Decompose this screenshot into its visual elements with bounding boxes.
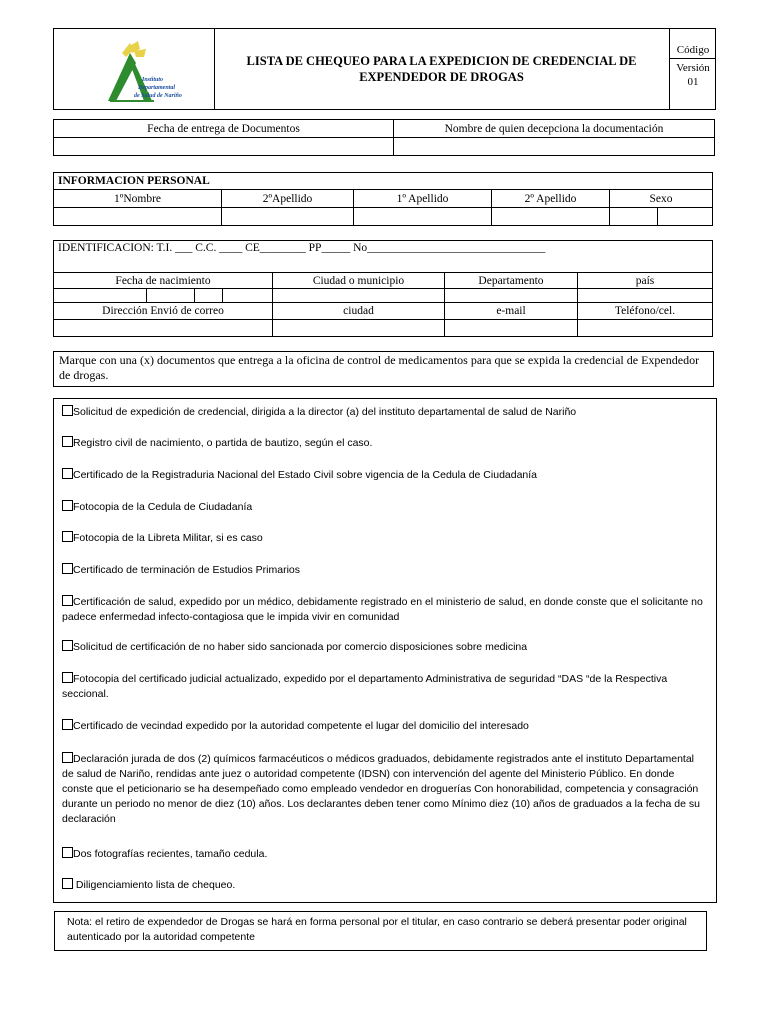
checklist-item-text: Certificado de terminación de Estudios Primarios [73,564,301,576]
logo-cell [54,29,215,109]
instruction-text: Marque con una (x) documentos que entrega a la oficina de control de medicamentos para que se expida la credencial de Expendedor de drogas. [53,351,714,387]
city-municipality-field[interactable] [273,289,445,303]
email-field[interactable] [445,320,578,337]
birth-extra-field[interactable] [223,289,273,303]
sex-field-f[interactable] [658,208,713,226]
birth-month-field[interactable] [147,289,195,303]
checklist-item [62,500,707,515]
checkbox[interactable] [62,500,73,511]
checklist-item [62,847,707,862]
documents-table [53,119,715,156]
sex-field-m[interactable] [610,208,658,226]
logo-line-1: Instituto [142,77,164,83]
document-header [53,28,716,110]
delivery-date-label: Fecha de entrega de Documentos [54,120,394,138]
code-version-cell [670,29,716,109]
checkbox[interactable] [62,531,73,542]
second-surname-field-a[interactable] [222,208,354,226]
first-surname-field[interactable] [354,208,492,226]
version-label: Versión [676,62,710,74]
checklist-item-text: Fotocopia del certificado judicial actualizado, expedido por el departamento Administrativa de seguridad “DAS “de la Respectiva seccional. [62,673,668,700]
checkbox[interactable] [62,563,73,574]
checklist-item-text: Solicitud de certificación de no haber sido sancionada por comercio disposiciones sobre medicina [73,641,528,653]
checklist-item [62,595,707,625]
first-surname-label: 1º Apellido [354,190,492,208]
checkbox[interactable] [62,752,73,763]
birth-date-label: Fecha de nacimiento [54,273,273,289]
sex-label: Sexo [610,190,713,208]
code-label: Código [676,44,710,56]
version-value: 01 [687,76,699,88]
checkbox[interactable] [62,672,73,683]
second-surname-label-a: 2ºApellido [222,190,354,208]
checklist-item [62,719,707,734]
checklist-item-text: Certificado de vecindad expedido por la autoridad competente el lugar del domicilio del interesado [73,720,529,732]
institute-logo [104,39,224,109]
delivery-date-field[interactable] [54,138,394,156]
birth-day-field[interactable] [54,289,147,303]
checklist-item-text: Diligenciamiento lista de chequeo. [73,879,236,891]
checklist-item [62,468,707,483]
note-text: Nota: el retiro de expendedor de Drogas se hará en forma personal por el titular, en caso contrario se deberá presentar poder original autenticado por la autoridad competente [54,911,707,951]
checklist-item-text: Certificado de la Registraduria Nacional del Estado Civil sobre vigencia de la Cedula de Ciudadanía [73,469,538,481]
birth-year-field[interactable] [195,289,223,303]
second-surname-label: 2º Apellido [492,190,610,208]
checklist-item-text: Registro civil de nacimiento, o partida de bautizo, según el caso. [73,437,373,449]
receiver-name-field[interactable] [394,138,715,156]
personal-info-table [53,172,713,226]
document-checklist [53,398,717,903]
logo-line-2: Departamental [138,85,175,91]
document-title: LISTA DE CHEQUEO PARA LA EXPEDICION DE CREDENCIAL DE EXPENDEDOR DE DROGAS [214,29,670,109]
checklist-item-text: Dos fotografías recientes, tamaño cedula. [73,848,268,860]
phone-field[interactable] [578,320,713,337]
country-field[interactable] [578,289,713,303]
checkbox[interactable] [62,595,73,606]
checkbox[interactable] [62,405,73,416]
identification-line: IDENTIFICACION: T.I. ___ C.C. ____ CE________ PP_____ No_______________________________ [54,241,713,273]
checkbox[interactable] [62,847,73,858]
receiver-name-label: Nombre de quien decepciona la documentación [394,120,715,138]
logo-line-3: de Salud de Nariño [134,93,182,99]
checklist-item-text: Solicitud de expedición de credencial, dirigida a la director (a) del instituto departamental de salud de Nariño [73,406,577,418]
email-label: e-mail [445,303,578,320]
department-field[interactable] [445,289,578,303]
checklist-item [62,405,707,420]
checkbox[interactable] [62,640,73,651]
checklist-item [62,436,707,451]
first-name-label: 1ºNombre [54,190,222,208]
checklist-item [62,672,707,702]
city-label: ciudad [273,303,445,320]
checklist-item-text: Fotocopia de la Libreta Militar, si es caso [73,532,263,544]
identification-table [53,240,713,337]
checklist-item [62,531,707,546]
mail-address-label: Dirección Envió de correo [54,303,273,320]
checklist-item [62,752,707,827]
city-field[interactable] [273,320,445,337]
country-label: país [578,273,713,289]
checklist-item-text: Certificación de salud, expedido por un médico, debidamente registrado en el ministerio de salud, en donde conste que el solicitante no padece enfermedad infecto-contagiosa que le impida vivir en comunidad [62,596,703,623]
checkbox[interactable] [62,436,73,447]
checklist-item [62,640,707,655]
department-label: Departamento [445,273,578,289]
checklist-item-text: Declaración jurada de dos (2) químicos farmacéuticos o médicos graduados, debidamente registrados ante el instituto Departamental de salud de Nariño, rendidas ante juez o autoridad competente (IDSN) con intervención del agente del Ministerio Público. En donde conste que el peticionario se ha desempeñado como empleado vendedor en droguerías Con honorabilidad, competencia y consagración durante un periodo no menor de diez (10) años. Los declarantes deben tener como Mínimo diez (10) años de graduados a la fecha de su declaración [62,753,700,825]
city-municipality-label: Ciudad o municipio [273,273,445,289]
personal-info-title: INFORMACION PERSONAL [54,173,713,190]
checklist-item [62,563,707,578]
checklist-item [62,878,707,893]
checkbox[interactable] [62,468,73,479]
checklist-item-text: Fotocopia de la Cedula de Ciudadanía [73,501,253,513]
checkbox[interactable] [62,719,73,730]
phone-label: Teléfono/cel. [578,303,713,320]
first-name-field[interactable] [54,208,222,226]
checkbox[interactable] [62,878,73,889]
mail-address-field[interactable] [54,320,273,337]
second-surname-field[interactable] [492,208,610,226]
